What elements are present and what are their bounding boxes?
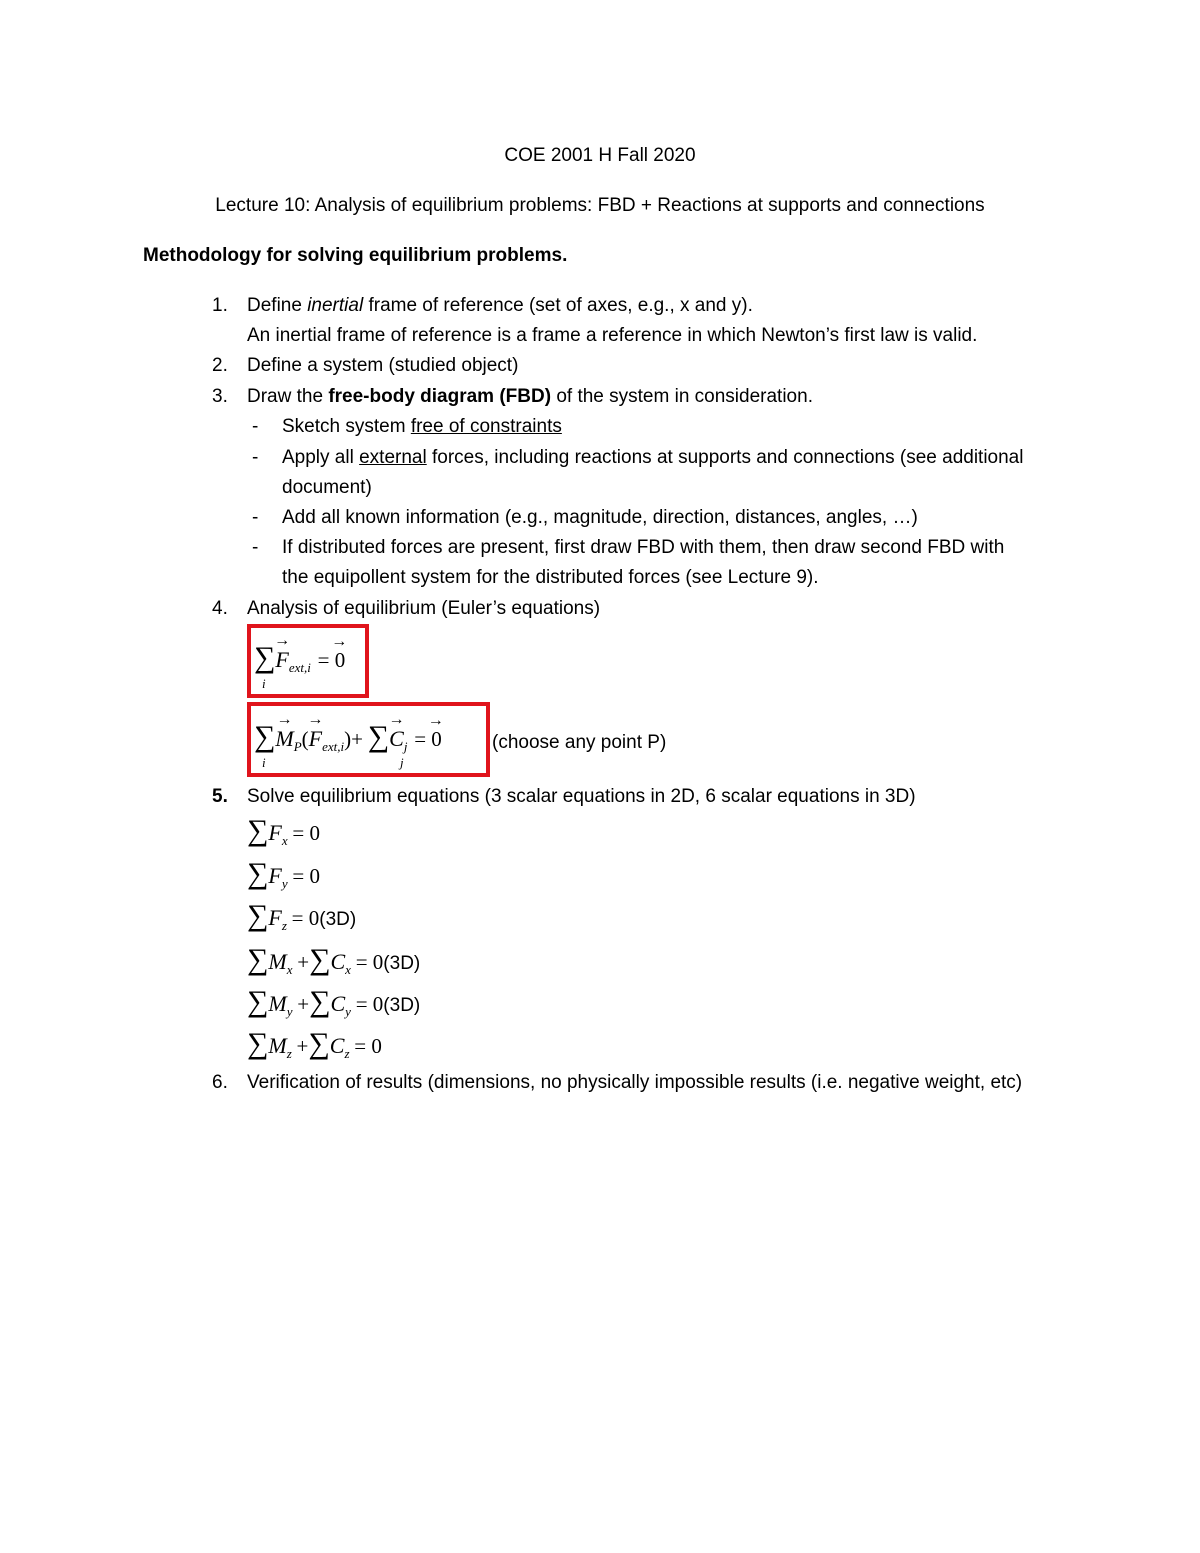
bullet-2-text: Apply all external forces, including reactions at supports and connections (see additional [282, 447, 1024, 468]
step-6-number: 6. [212, 1072, 228, 1093]
step-4-text: Analysis of equilibrium (Euler’s equations) [247, 598, 601, 619]
step-2-number: 2. [212, 355, 228, 376]
bullet-3-text: Add all known information (e.g., magnitude, direction, distances, angles, …) [282, 507, 918, 528]
bullet-dash: - [252, 537, 259, 558]
bullet-2-line2: document) [282, 477, 372, 498]
bullet-4-text: If distributed forces are present, first draw FBD with them, then draw second FBD with [282, 537, 1005, 558]
bullet-4-line2: the equipollent system for the distributed forces (see Lecture 9). [282, 567, 819, 588]
equation-sum-fz: $\sum F_z = 0(3D)$ [247, 899, 357, 933]
step-4-number: 4. [212, 598, 228, 619]
step-6-text: Verification of results (dimensions, no physically impossible results (i.e. negative weight, etc) [247, 1072, 1023, 1093]
moment-equilibrium-equation: ∑ → $M_P$( → $F_{ext,i})+$ ∑ → $C_j$ → = 0 [254, 711, 444, 754]
step-3-number: 3. [212, 386, 228, 407]
equation-sum-fy: $\sum F_y = 0$ [247, 857, 320, 891]
lecture-title: Lecture 10: Analysis of equilibrium problems: FBD + Reactions at supports and connections [215, 195, 985, 216]
section-heading: Methodology for solving equilibrium problems. [143, 245, 568, 266]
step-2-text: Define a system (studied object) [247, 355, 519, 376]
step-1-definition: An inertial frame of reference is a frame a reference in which Newton’s first law is valid. [247, 325, 978, 346]
course-title: COE 2001 H Fall 2020 [504, 145, 696, 166]
bullet-dash: - [252, 507, 259, 528]
sum-index-j: j [400, 755, 404, 770]
point-note: (choose any point P) [492, 732, 667, 753]
equation-sum-mz: $\sum M_z +\sum C_z = 0$ [247, 1027, 382, 1061]
equation-sum-fx: $\sum F_x = 0$ [247, 814, 320, 848]
sum-index: i [262, 676, 266, 691]
step-5-text: Solve equilibrium equations (3 scalar equations in 2D, 6 scalar equations in 3D) [247, 786, 916, 807]
bullet-dash: - [252, 416, 259, 437]
step-1-text: Define inertial frame of reference (set of axes, e.g., x and y). [247, 295, 753, 316]
bullet-dash: - [252, 447, 259, 468]
step-5-number: 5. [212, 786, 228, 807]
equation-sum-mx: $\sum M_x +\sum C_x = 0(3D)$ [247, 943, 421, 977]
step-1-number: 1. [212, 295, 228, 316]
step-3-text: Draw the free-body diagram (FBD) of the system in consideration. [247, 386, 813, 407]
equation-sum-my: $\sum M_y +\sum C_y = 0(3D)$ [247, 985, 421, 1019]
sum-index-i: i [262, 755, 266, 770]
force-equilibrium-equation: ∑ → $F_{ext,i}$ → = 0 [254, 632, 348, 675]
bullet-1-text: Sketch system free of constraints [282, 416, 562, 437]
